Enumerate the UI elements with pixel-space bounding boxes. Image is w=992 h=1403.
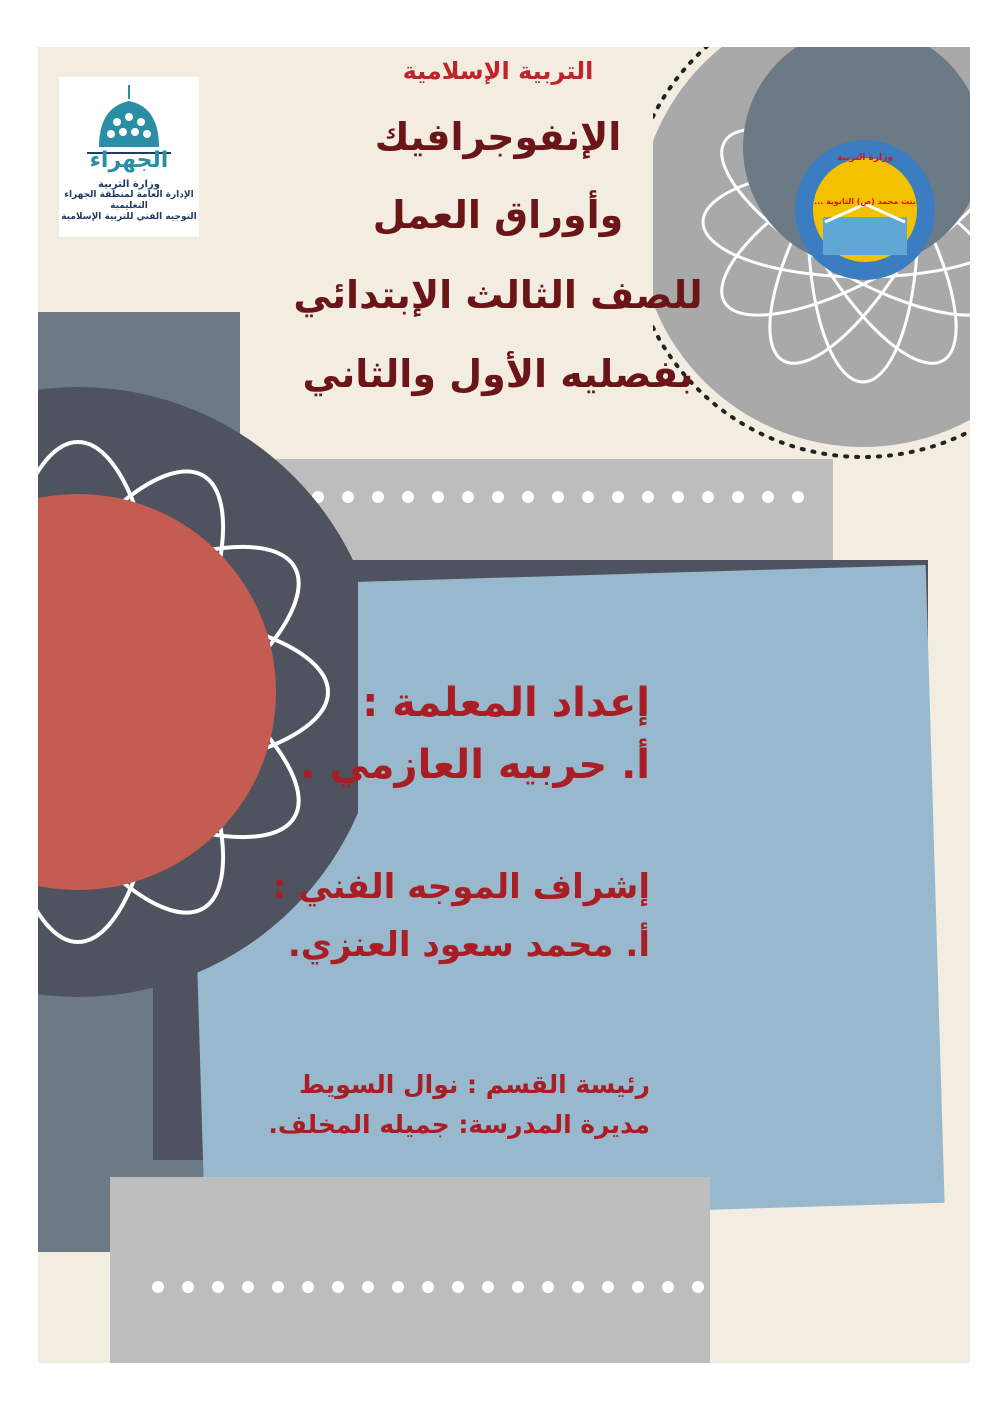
- svg-text:... بنت محمد (ص) الثانوية: ... بنت محمد (ص) الثانوية: [814, 197, 916, 206]
- brand-name: الجهراء: [89, 148, 169, 173]
- supervised-by-name: أ. محمد سعود العنزي.: [287, 925, 650, 965]
- title-line-2: وأوراق العمل: [372, 193, 624, 237]
- department-name: التوجيه الفني للتربية الإسلامية: [61, 212, 197, 222]
- school-logo: [793, 92, 938, 332]
- directorate-name: الإدارة العامة لمنطقة الجهراء التعليمية: [64, 190, 194, 211]
- lower-gray-strip: [110, 1177, 710, 1363]
- lower-dot-row: [148, 1277, 708, 1297]
- ministry-name: وزارة التربية: [98, 179, 160, 190]
- prepared-by-label: إعداد المعلمة :: [362, 680, 650, 726]
- prepared-by-name: أ. حربيه العازمي .: [300, 742, 650, 788]
- school-principal: مديرة المدرسة: جميله المخلف.: [268, 1110, 650, 1139]
- svg-text:وزارة التربية: وزارة التربية: [837, 153, 893, 163]
- subject-title: التربية الإسلامية: [402, 57, 594, 85]
- title-line-3: للصف الثالث الإبتدائي: [293, 273, 703, 317]
- head-of-department: رئيسة القسم : نوال السويط: [299, 1070, 650, 1099]
- cover-page: [38, 47, 970, 1363]
- title-line-1: الإنفوجرافيك: [374, 115, 622, 159]
- ministry-logo: [59, 77, 199, 237]
- supervised-by-label: إشراف الموجه الفني :: [272, 867, 650, 907]
- title-line-4: بفصليه الأول والثاني: [302, 352, 694, 396]
